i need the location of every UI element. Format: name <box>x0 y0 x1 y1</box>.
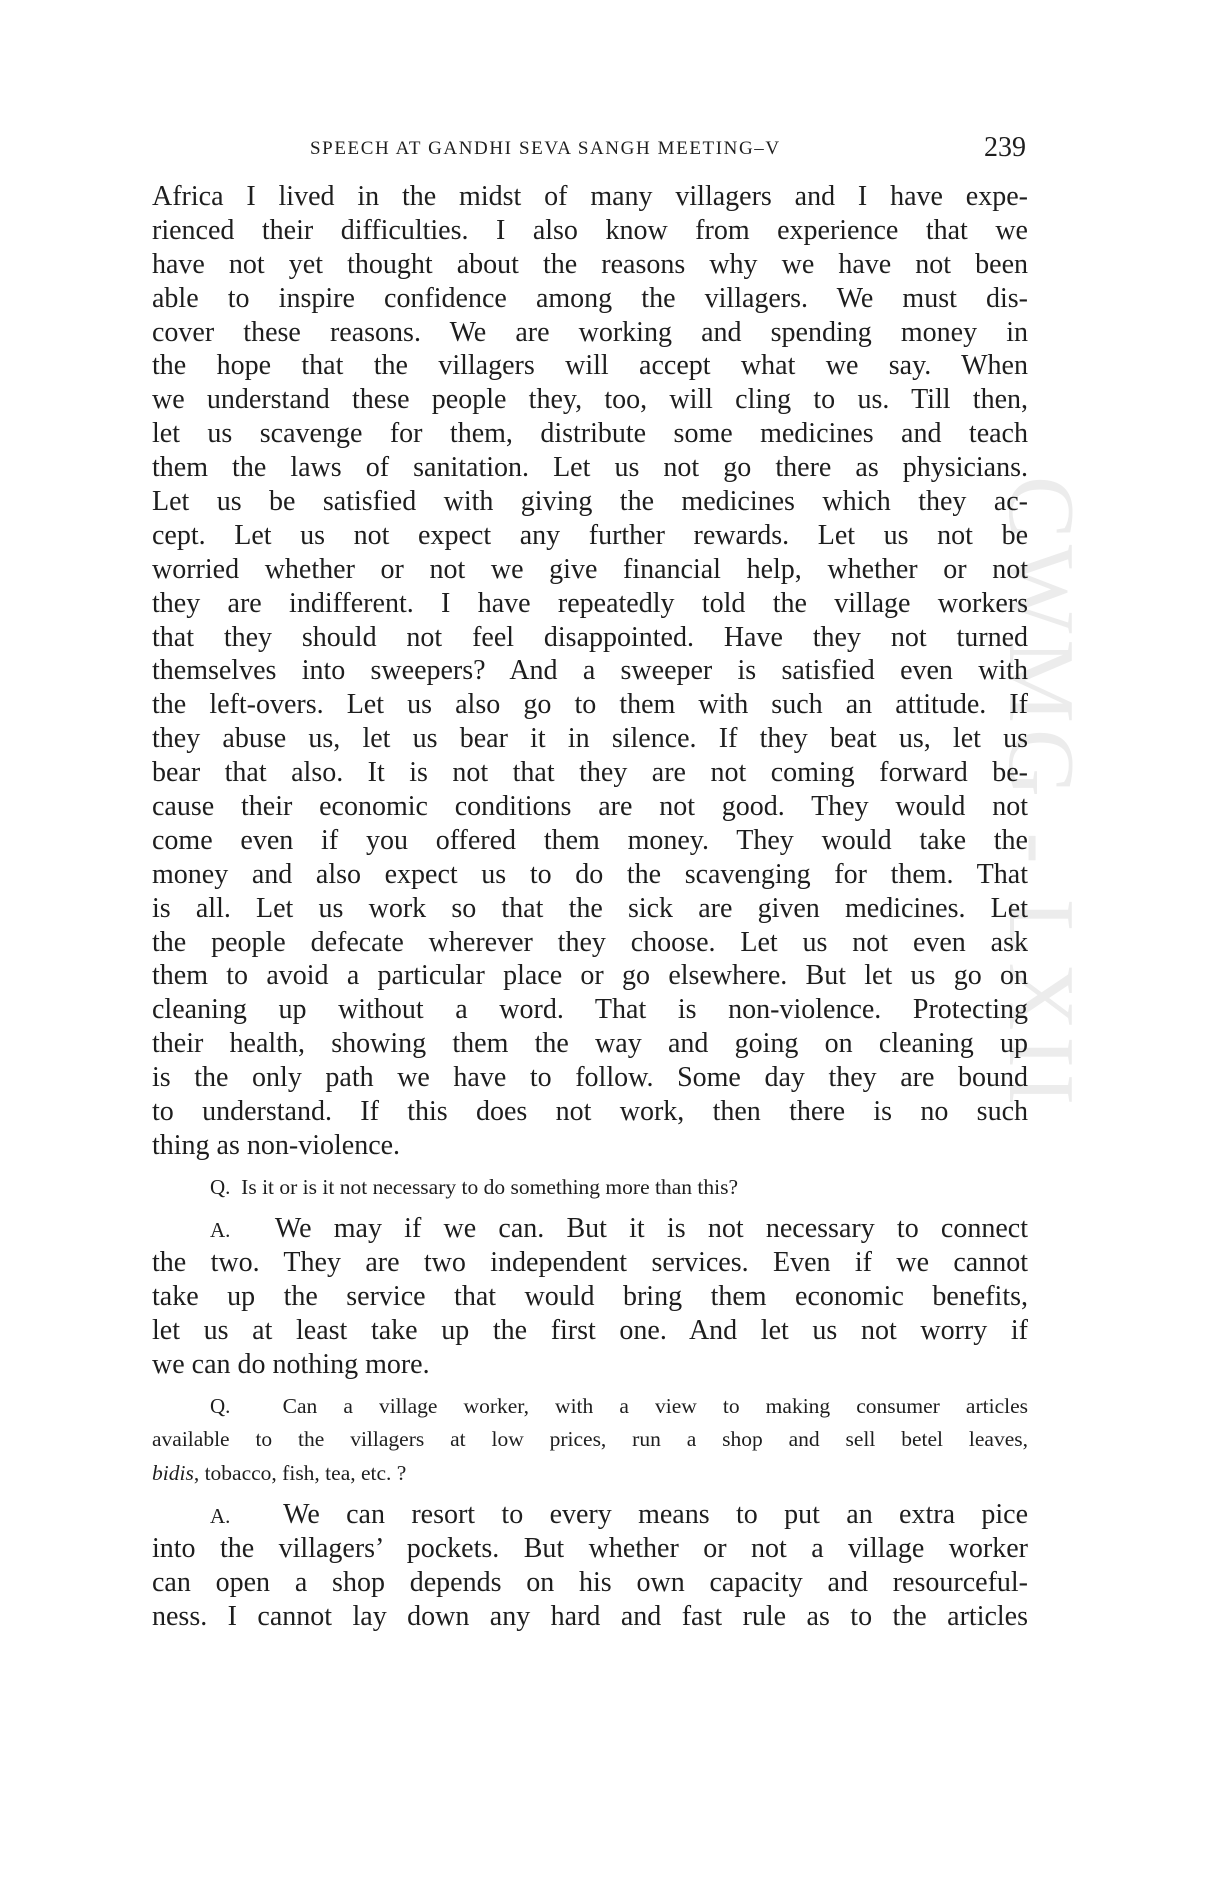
text-line: let us scavenge for them, distribute some medicines and teach <box>152 418 1028 450</box>
question-label: Q. <box>210 1174 231 1199</box>
text-line: themselves into sweepers? And a sweeper is satisfied even with <box>152 655 1028 687</box>
text-line <box>152 1457 1028 1491</box>
answer-first-line <box>152 1212 1028 1246</box>
text-line: they are indifferent. I have repeatedly told the village workers <box>152 587 1028 619</box>
question-text: Is it or is it not necessary to do something more than this? <box>241 1174 738 1199</box>
italic-term: bidis <box>152 1460 194 1485</box>
text-line: bear that also. It is not that they are not coming forward be- <box>152 757 1028 789</box>
answer-2 <box>152 1498 1028 1634</box>
answer-label: A. <box>210 1218 231 1243</box>
question-text: Can a village worker, with a view to making consumer articles <box>282 1393 1028 1418</box>
text-line: Let us be satisfied with giving the medicines which they ac- <box>152 486 1028 518</box>
question-first-line <box>152 1390 1028 1424</box>
text-line: their health, showing them the way and going on cleaning up <box>152 1028 1028 1060</box>
text-line: have not yet thought about the reasons why we have not been <box>152 248 1028 280</box>
running-title: SPEECH AT GANDHI SEVA SANGH MEETING–V <box>310 138 781 159</box>
answer-text: We may if we can. But it is not necessary to connect <box>274 1213 1028 1245</box>
text-line: is the only path we have to follow. Some day they are bound <box>152 1062 1028 1094</box>
text-span: , tobacco, fish, tea, etc. ? <box>193 1460 407 1485</box>
text-line: cause their economic conditions are not good. They would not <box>152 791 1028 823</box>
text-line: we understand these people they, too, will cling to us. Till then, <box>152 384 1028 416</box>
text-line: the hope that the villagers will accept what we say. When <box>152 350 1028 382</box>
text-line: cept. Let us not expect any further rewards. Let us not be <box>152 519 1028 551</box>
body-text <box>152 180 1028 1634</box>
text-line: into the villagers’ pockets. But whether or not a village worker <box>152 1533 1028 1565</box>
text-line: cover these reasons. We are working and spending money in <box>152 316 1028 348</box>
question-1 <box>152 1171 1028 1205</box>
text-line: money and also expect us to do the scavenging for them. That <box>152 858 1028 890</box>
text-line: them to avoid a particular place or go elsewhere. But let us go on <box>152 960 1028 992</box>
text-line: cleaning up without a word. That is non-violence. Protecting <box>152 994 1028 1026</box>
question-2 <box>152 1390 1028 1491</box>
answer-text: We can resort to every means to put an extra pice <box>283 1499 1028 1531</box>
text-line: let us at least take up the first one. And let us not worry if <box>152 1315 1028 1346</box>
text-line: worried whether or not we give financial help, whether or not <box>152 553 1028 585</box>
running-head <box>150 132 1030 172</box>
text-line: the left-overs. Let us also go to them with such an attitude. If <box>152 689 1028 721</box>
question-label: Q. <box>210 1393 231 1418</box>
text-line: we can do nothing more. <box>152 1348 430 1380</box>
text-line: they abuse us, let us bear it in silence. If they beat us, let us <box>152 723 1028 755</box>
text-line: available to the villagers at low prices, run a shop and sell betel leaves, <box>152 1427 1028 1452</box>
text-line: rienced their difficulties. I also know from experience that we <box>152 214 1028 246</box>
text-line: to understand. If this does not work, then there is no such <box>152 1096 1028 1128</box>
answer-first-line <box>152 1498 1028 1532</box>
text-line: them the laws of sanitation. Let us not go there as physicians. <box>152 452 1028 484</box>
text-line: take up the service that would bring them economic benefits, <box>152 1281 1028 1313</box>
text-line: come even if you offered them money. They would take the <box>152 824 1028 856</box>
text-line: that they should not feel disappointed. Have they not turned <box>152 621 1028 653</box>
text-line: can open a shop depends on his own capacity and resourceful- <box>152 1567 1028 1599</box>
paragraph-1 <box>152 180 1028 1163</box>
text-line: thing as non-violence. <box>152 1129 401 1161</box>
answer-1 <box>152 1212 1028 1381</box>
text-line: able to inspire confidence among the villagers. We must dis- <box>152 282 1028 314</box>
question-line <box>210 1171 1028 1205</box>
text-line: ness. I cannot lay down any hard and fast rule as to the articles <box>152 1600 1028 1632</box>
text-line: the people defecate wherever they choose. Let us not even ask <box>152 926 1028 958</box>
text-line: Africa I lived in the midst of many villagers and I have expe- <box>152 181 1028 212</box>
watermark-text: CWMG - LXII <box>989 476 1093 1112</box>
text-line: is all. Let us work so that the sick are given medicines. Let <box>152 892 1028 924</box>
page-number: 239 <box>984 132 1026 163</box>
text-line: the two. They are two independent services. Even if we cannot <box>152 1247 1028 1279</box>
answer-label: A. <box>210 1504 231 1529</box>
